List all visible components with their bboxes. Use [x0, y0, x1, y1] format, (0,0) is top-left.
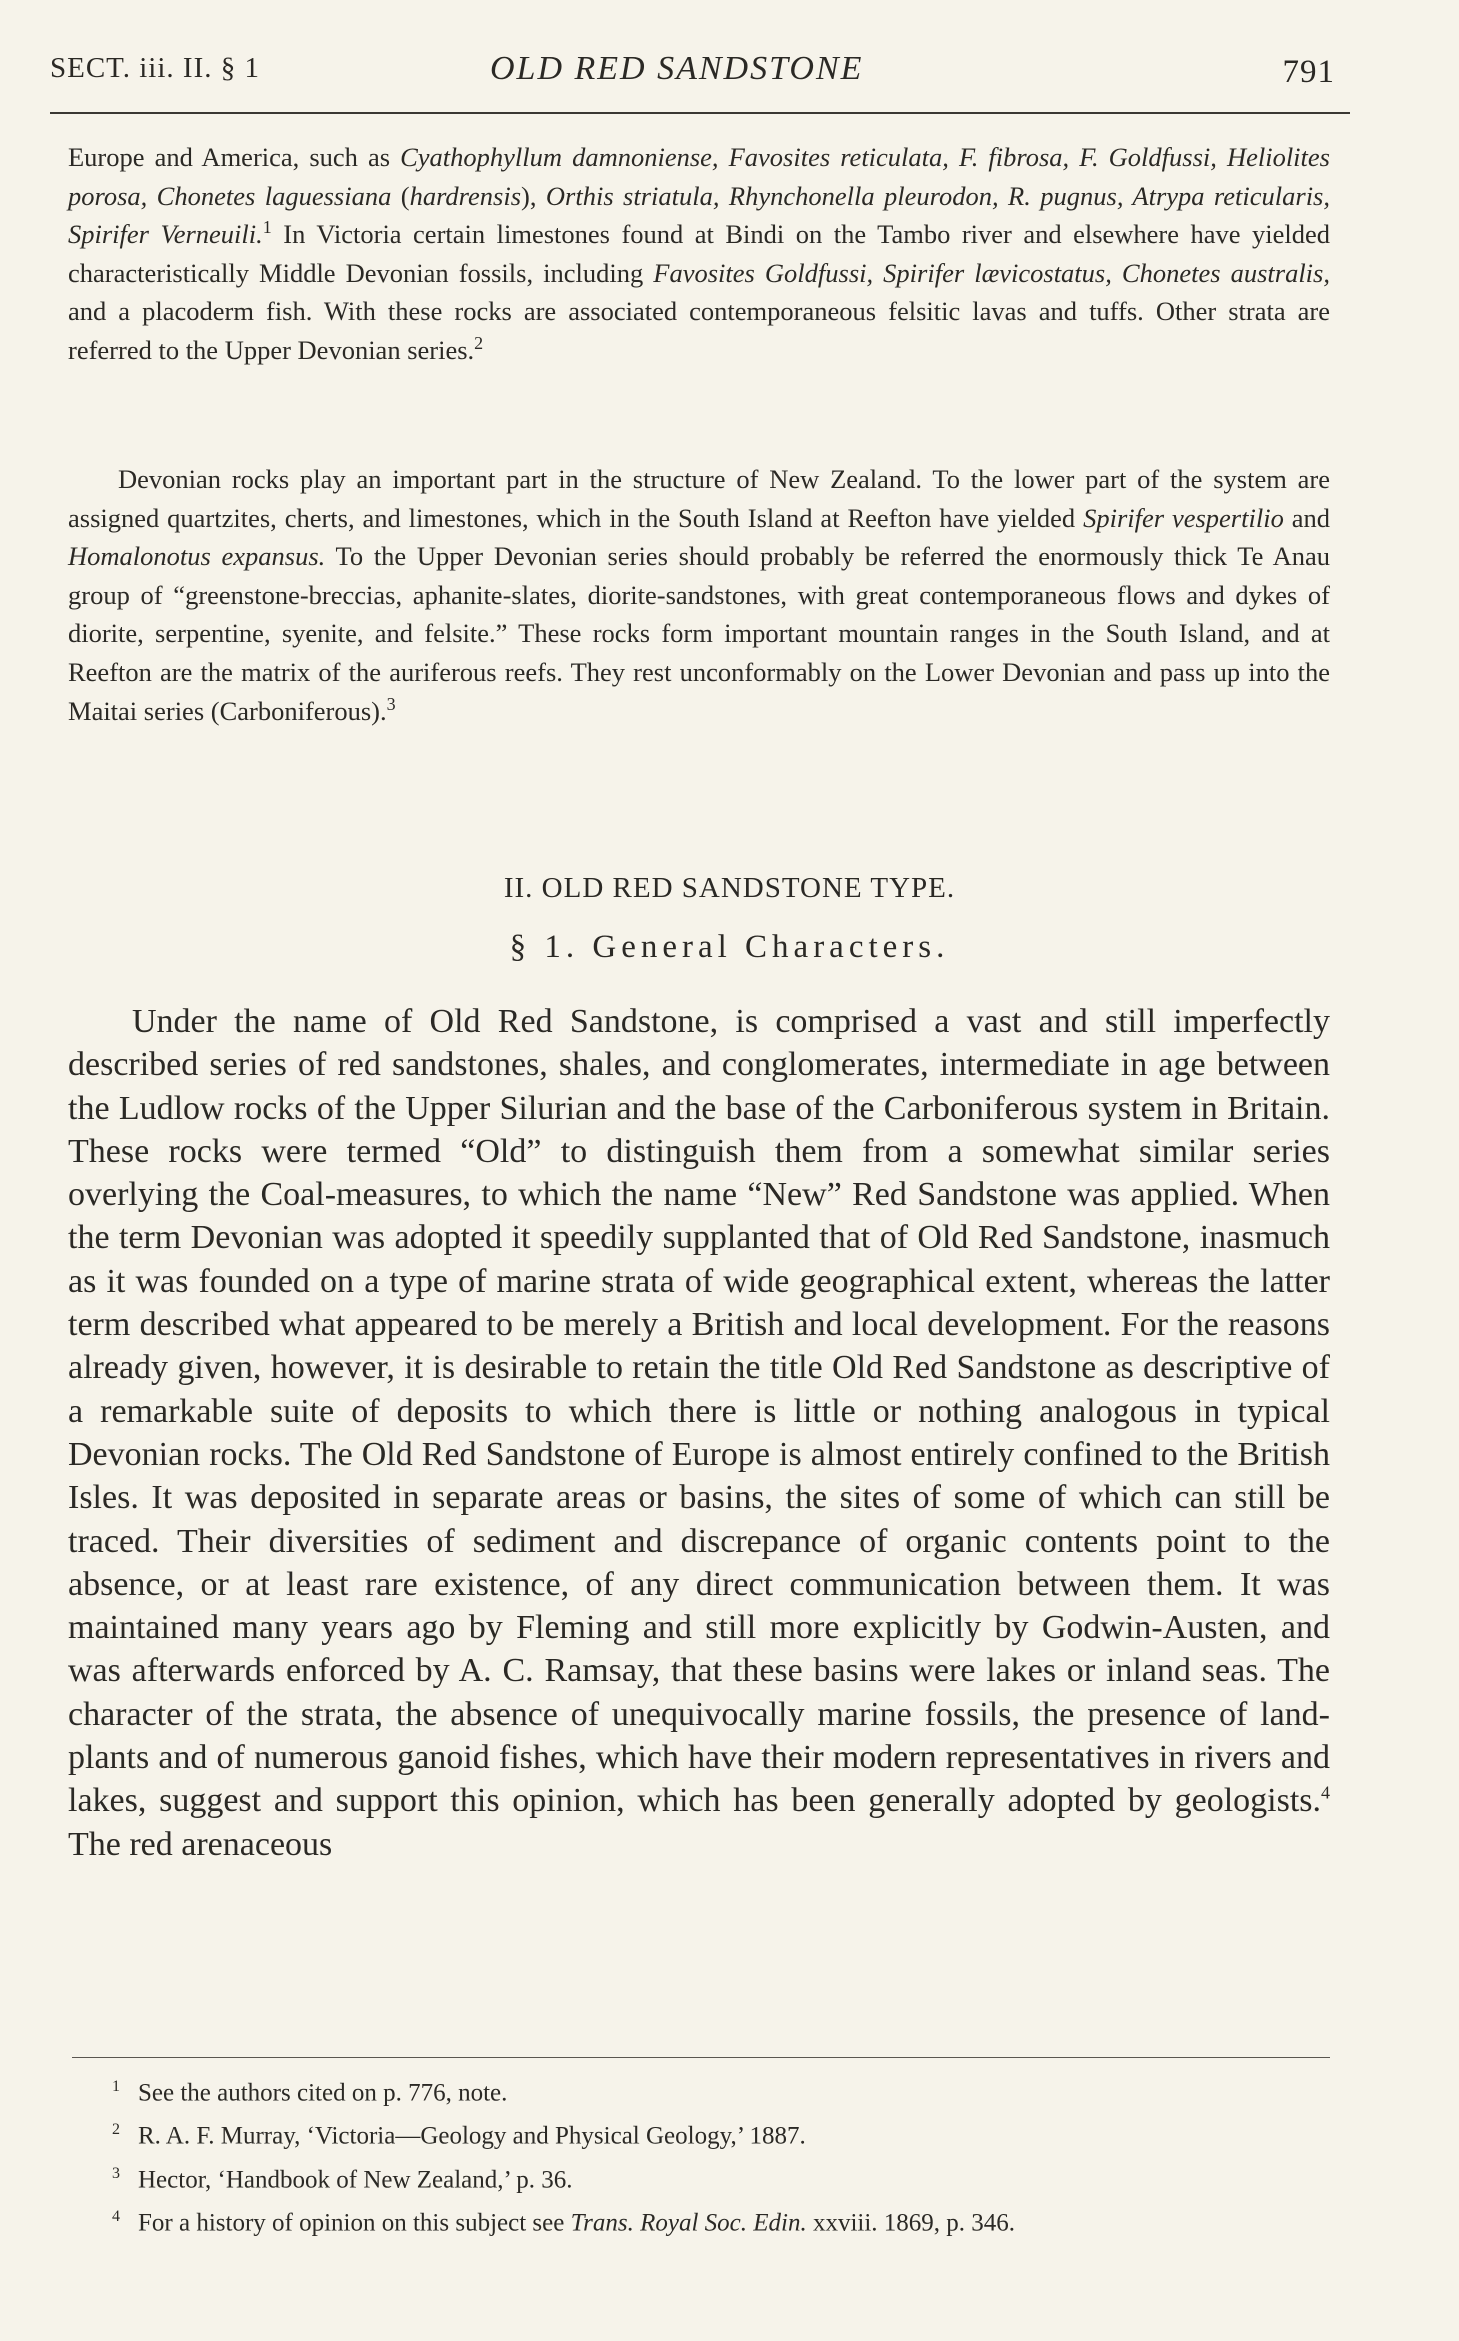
- intro-paragraph-2: [68, 460, 1330, 730]
- italic-text: Spirifer vespertilio: [1083, 502, 1284, 533]
- text-run: The red arenaceous: [68, 1825, 333, 1863]
- header-rule: [50, 112, 1350, 114]
- section-heading: II. OLD RED SANDSTONE TYPE.: [503, 872, 956, 904]
- section-reference: SECT. iii. II. § 1: [50, 52, 260, 84]
- page-number: 791: [1282, 54, 1335, 90]
- footnote-ref: 2: [474, 333, 484, 354]
- text-run: For a history of opinion on this subject see: [138, 2209, 571, 2237]
- running-header: [50, 52, 1335, 112]
- italic-text: Trans. Royal Soc. Edin.: [570, 2209, 807, 2237]
- text-run: Hector, ‘Handbook of New Zealand,’ p. 36.: [138, 2165, 573, 2193]
- running-title: OLD RED SANDSTONE: [490, 50, 864, 87]
- text-run: Europe and America, such as: [68, 142, 401, 172]
- text-run: See the authors cited on p. 776, note.: [138, 2079, 508, 2107]
- text-run: R. A. F. Murray, ‘Victoria—Geology and Physical Geology,’ 1887.: [138, 2122, 806, 2150]
- footnote-ref: 4: [1321, 1783, 1330, 1804]
- intro-paragraph-1: [68, 138, 1330, 370]
- text-run: Under the name of Old Red Sandstone, is comprised a vast and still imperfectly described series of red sandstones, shales, and conglomerates, intermediate in age between the Ludlow rocks of the Upper Silurian and the base of the Carboniferous system in Britain. These rocks were termed “Old” to distinguish them from a somewhat similar series overlying the Coal-measures, to which the name “New” Red Sandstone was applied. When the term Devonian was adopted it speedily supplanted that of Old Red Sandstone, inasmuch as it was founded on a type of marine strata of wide geographical extent, whereas the latter term described what appeared to be merely a British and local development. For the reasons already given, however, it is desirable to retain the title Old Red Sandstone as descriptive of a remarkable suite of deposits to which there is little or nothing analogous in typical Devonian rocks. The Old Red Sandstone of Europe is almost entirely confined to the British Isles. It was deposited in separate areas or basins, the sites of some of which can still be traced. Their diversities of sediment and discrepance of organic contents point to the absence, or at least rare existence, of any direct communication between them. It was maintained many years ago by Fleming and still more explicitly by Godwin-Austen, and was afterwards enforced by A. C. Ramsay, that these basins were lakes or inland seas. The character of the strata, the absence of unequivocally marine fossils, the presence of land-plants and of numerous ganoid fishes, which have their modern representatives in rivers and lakes, suggest and support this opinion, which has been generally adopted by geologists.: [68, 1003, 1330, 1820]
- text-run: and: [1283, 502, 1330, 533]
- footnote-2: $^2$ R. A. F. Murray, ‘Victoria—Geology and Physical Geology,’ 1887.: [112, 2121, 806, 2150]
- text-run: (: [391, 180, 410, 211]
- italic-text: hardrensis: [409, 180, 522, 211]
- footnote-1: $^1$ See the authors cited on p. 776, note.: [112, 2078, 508, 2107]
- italic-text: Homalonotus expansus.: [68, 541, 326, 572]
- text-run: Devonian rocks play an important part in the structure of New Zealand. To the lower part of the system are assigned quartzites, cherts, and limestones, which in the South Island at Reefton have yielded: [68, 464, 1330, 533]
- footnotes: [112, 2068, 1332, 2241]
- main-paragraph: [68, 1000, 1330, 1866]
- footnote-ref: 1: [262, 217, 272, 238]
- footnote-ref: 3: [386, 693, 396, 714]
- text-run: To the Upper Devonian series should probably be referred the enormously thick Te Anau group of “greenstone-breccias, aphanite-slates, diorite-sandstones, with great contemporaneous flows and dykes of diorite, serpentine, syenite, and felsite.” These rocks form important mountain ranges in the South Island, and at Reefton are the matrix of the auriferous reefs. They rest unconformably on the Lower Devonian and pass up into the Maitai series (Carboniferous).: [68, 541, 1330, 726]
- text-run: and a placoderm fish. With these rocks are associated contemporaneous felsitic lavas and tuffs. Other strata are referred to the Upper Devonian series.: [68, 296, 1330, 365]
- italic-text: Orthis striatula, Rhynchonella pleurodon, R. pugnus, Atrypa reticularis, Spirifer Verneuili.: [68, 180, 1330, 250]
- text-run: ),: [521, 180, 546, 211]
- footnote-4: $^4$ For a history of opinion on this subject see Trans. Royal Soc. Edin. xxviii. 1869, p. 346.: [112, 2207, 1016, 2237]
- italic-text: Cyathophyllum damnoniense, Favosites reticulata, F. fibrosa, F. Goldfussi, Heliolites porosa, Chonetes laguessiana: [68, 142, 1330, 211]
- subsection-heading: § 1. General Characters.: [509, 929, 950, 965]
- text-run: xxviii. 1869, p. 346.: [806, 2209, 1016, 2237]
- text-run: In Victoria certain limestones found at Bindi on the Tambo river and elsewhere have yielded characteristically Middle Devonian fossils, including: [68, 219, 1330, 288]
- footnote-rule: [72, 2057, 1330, 2058]
- footnote-3: $^3$ Hector, ‘Handbook of New Zealand,’ p. 36.: [112, 2164, 573, 2193]
- italic-text: Favosites Goldfussi, Spirifer lævicostatus, Chonetes australis,: [653, 257, 1330, 288]
